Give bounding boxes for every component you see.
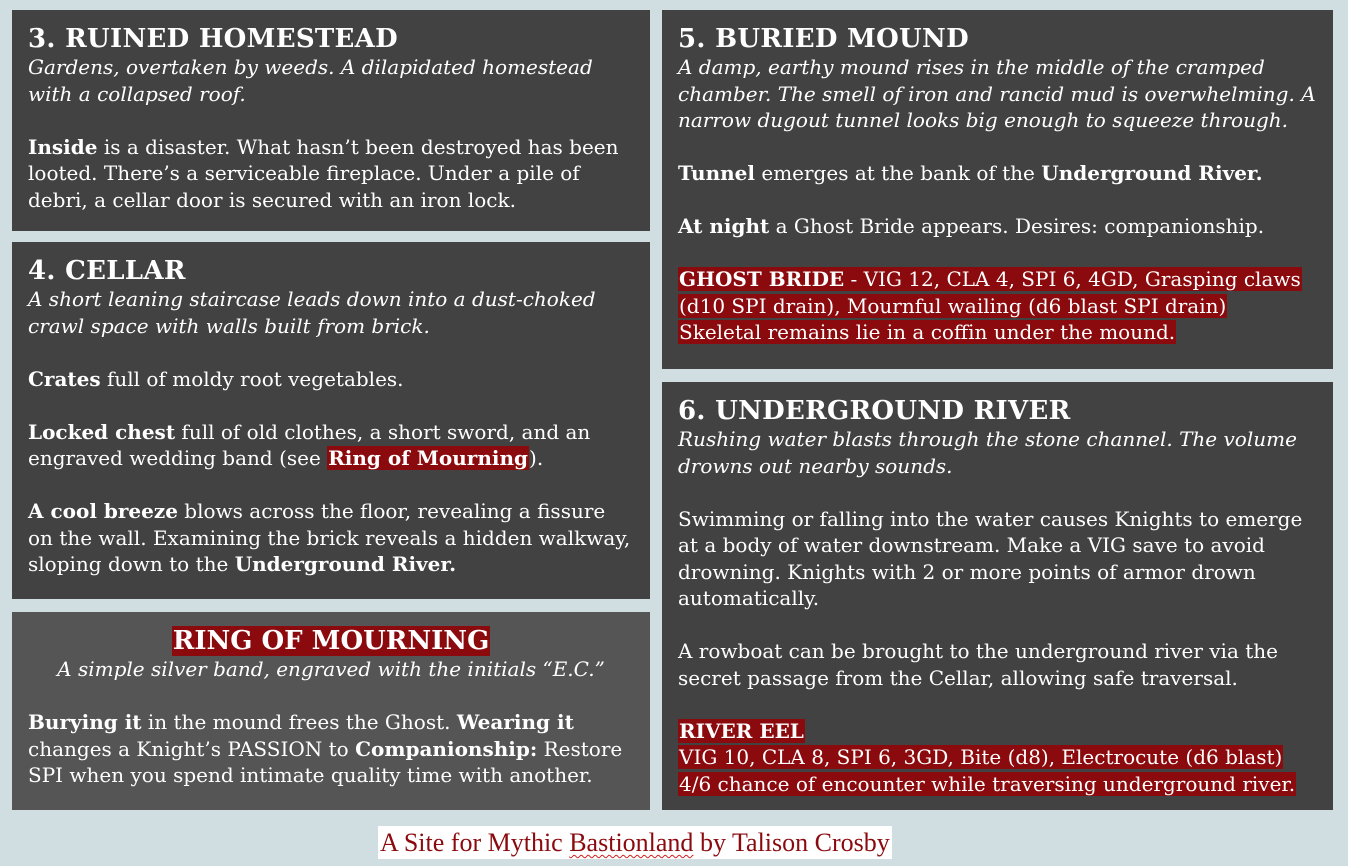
stat-line: Skeletal remains lie in a coffin under the mound. xyxy=(679,320,1176,344)
footer-credit: A Site for Mythic Bastionland by Talison Crosby xyxy=(380,828,890,857)
keyword: Inside xyxy=(28,134,98,159)
section-intro: Gardens, overtaken by weeds. A dilapidated homestead with a collapsed roof. xyxy=(28,55,593,106)
section-paragraph: Locked chest full of old clothes, a short sword, and an engraved wedding band (see Ring of Mourning). xyxy=(28,419,591,470)
section-paragraph: A rowboat can be brought to the underground river via the secret passage from the Cellar, allowing safe traversal. xyxy=(678,639,1278,690)
section-buried-mound xyxy=(662,10,1333,369)
section-underground-river xyxy=(662,382,1333,810)
stat-block-river-eel xyxy=(678,718,1317,798)
keyword: Tunnel xyxy=(678,161,755,185)
keyword: Locked chest xyxy=(28,419,176,444)
section-ruined-homestead xyxy=(12,10,650,231)
stat-line: GHOST BRIDE - VIG 12, CLA 4, SPI 6, 4GD, Grasping claws (d10 SPI drain), Mournful wailing (d6 blast SPI drain) xyxy=(679,267,1301,318)
ring-header xyxy=(28,626,634,656)
keyword: Underground River. xyxy=(1041,161,1263,185)
section-paragraph: Swimming or falling into the water causes Knights to emerge at a body of water downstream. Make a VIG save to avoid drowning. Knights with 2 or more points of armor drown automatically. xyxy=(678,506,1303,610)
section-title: 5. BURIED MOUND xyxy=(678,24,969,54)
keyword: Crates xyxy=(28,366,101,391)
section-ring-of-mourning xyxy=(12,612,650,810)
section-paragraph: Crates full of moldy root vegetables. xyxy=(28,366,404,391)
section-paragraph: Inside is a disaster. What hasn’t been destroyed has been looted. There’s a serviceable fireplace. Under a pile of debri, a cellar door is secured with an iron lock. xyxy=(28,134,619,212)
creature-name: RIVER EEL xyxy=(679,718,804,743)
section-title: 4. CELLAR xyxy=(28,256,186,286)
section-title: 6. UNDERGROUND RIVER xyxy=(678,396,1071,426)
stat-line: 4/6 chance of encounter while traversing underground river. xyxy=(679,771,1296,796)
spellcheck-word: Bastionland xyxy=(569,828,694,857)
section-paragraph: A cool breeze blows across the floor, revealing a fissure on the wall. Examining the brick reveals a hidden walkway, sloping down to the Underground River. xyxy=(28,499,631,576)
section-intro: A short leaning staircase leads down into a dust-choked crawl space with walls built from brick. xyxy=(28,287,596,338)
ring-of-mourning-link[interactable]: Ring of Mourning xyxy=(328,446,529,470)
section-intro: Rushing water blasts through the stone channel. The volume drowns out nearby sounds. xyxy=(678,427,1297,478)
section-cellar xyxy=(12,242,650,599)
keyword: Burying it xyxy=(28,710,142,734)
section-title: RING OF MOURNING xyxy=(172,626,490,656)
keyword: A cool breeze xyxy=(28,499,178,523)
keyword: Wearing it xyxy=(456,710,574,734)
keyword: Companionship: xyxy=(355,736,538,761)
keyword: Underground River. xyxy=(234,552,457,576)
section-intro: A damp, earthy mound rises in the middle of the cramped chamber. The smell of iron and rancid mud is overwhelming. A narrow dugout tunnel looks big enough to squeeze through. xyxy=(678,55,1316,132)
stat-line: VIG 10, CLA 8, SPI 6, 3GD, Bite (d8), Electrocute (d6 blast) xyxy=(679,745,1283,769)
stat-block-ghost-bride xyxy=(678,266,1317,346)
section-intro: A simple silver band, engraved with the initials “E.C.” xyxy=(57,657,605,681)
creature-name: GHOST BRIDE xyxy=(679,267,845,291)
section-paragraph: Burying it in the mound frees the Ghost. Wearing it changes a Knight’s PASSION to Companionship: Restore SPI when you spend intimate quality time with another. xyxy=(28,710,623,787)
section-title: 3. RUINED HOMESTEAD xyxy=(28,24,398,54)
keyword: At night xyxy=(678,214,770,238)
section-paragraph: At night a Ghost Bride appears. Desires: companionship. xyxy=(678,214,1265,238)
section-paragraph: Tunnel emerges at the bank of the Underground River. xyxy=(678,161,1263,185)
